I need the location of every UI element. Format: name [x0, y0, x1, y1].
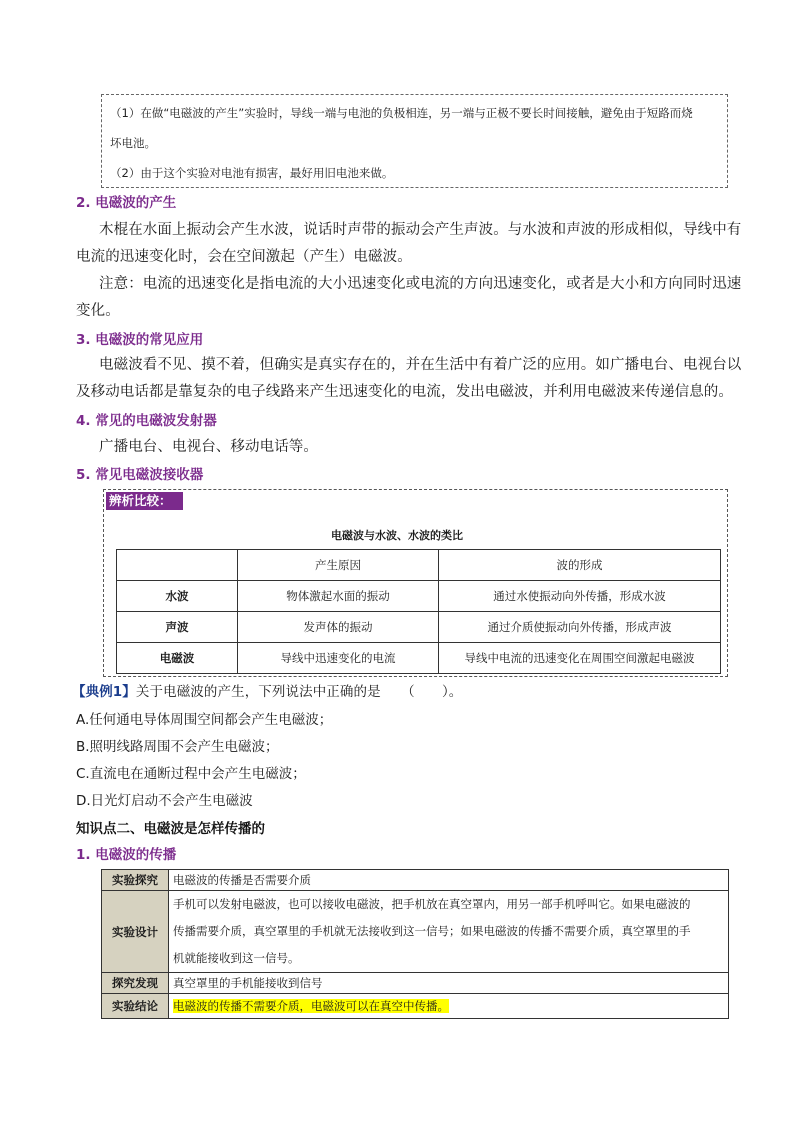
note-line-1: （1）在做“电磁波的产生”实验时，导线一端与电池的负极相连，另一端与正极不要长时间接触，避免由于短路而烧: [110, 106, 693, 120]
section-3-line-1: 电磁波看不见、摸不着，但确实是真实存在的，并在生活中有着广泛的应用。如广播电台、电视台以: [99, 357, 742, 373]
compare-table: [116, 549, 721, 674]
compare-header-cell: [117, 550, 238, 581]
example-option-d: D.日光灯启动不会产生电磁波: [76, 793, 253, 809]
experiment-text: 真空罩里的手机能接收到信号: [169, 973, 729, 994]
compare-cell: 声波: [117, 612, 238, 643]
compare-table-row: [117, 612, 721, 643]
experiment-design-line: 手机可以发射电磁波，也可以接收电磁波，把手机放在真空罩内，用另一部手机呼叫它。如果电磁波的: [173, 897, 691, 911]
note-line-3: （2）由于这个实验对电池有损害，最好用旧电池来做。: [110, 166, 394, 180]
compare-table-row: [117, 643, 721, 674]
knowledge-2-title: 知识点二、电磁波是怎样传播的: [76, 821, 265, 837]
compare-cell: 通过水使振动向外传播，形成水波: [439, 581, 721, 612]
section-4-title: 4. 常见的电磁波发射器: [76, 413, 217, 429]
example-question: [72, 680, 462, 700]
section-2-para-2-line-1: 注意：电流的迅速变化是指电流的大小迅速变化或电流的方向迅速变化，或者是大小和方向同时迅速: [99, 276, 742, 292]
compare-table-header-row: [117, 550, 721, 581]
experiment-design-text: [169, 891, 729, 973]
experiment-design-line: 机就能接收到这一信号。: [173, 951, 300, 965]
section-2-para-2-line-2: 变化。: [76, 303, 120, 319]
experiment-label: 实验探究: [102, 870, 169, 891]
compare-header-cell: 波的形成: [439, 550, 721, 581]
section-3-title: 3. 电磁波的常见应用: [76, 332, 204, 348]
compare-tag: 辨析比较：: [106, 492, 183, 510]
experiment-label: 实验设计: [102, 891, 169, 973]
compare-cell: 通过介质使振动向外传播，形成声波: [439, 612, 721, 643]
compare-header-cell: 产生原因: [238, 550, 439, 581]
example-question-text: 关于电磁波的产生，下列说法中正确的是 （ ）。: [135, 684, 463, 700]
compare-cell: 电磁波: [117, 643, 238, 674]
compare-table-caption: 电磁波与水波、水波的类比: [331, 529, 463, 542]
example-tag: 【典例1】: [72, 684, 136, 700]
experiment-label: 实验结论: [102, 994, 169, 1019]
compare-cell: 发声体的振动: [238, 612, 439, 643]
note-line-2: 坏电池。: [110, 136, 156, 150]
compare-cell: 导线中迅速变化的电流: [238, 643, 439, 674]
example-option-c: C.直流电在通断过程中会产生电磁波；: [76, 766, 306, 782]
section-4-line-1: 广播电台、电视台、移动电话等。: [99, 439, 318, 455]
knowledge-2-subtitle: 1. 电磁波的传播: [76, 847, 177, 863]
compare-cell: 物体激起水面的振动: [238, 581, 439, 612]
experiment-row: [102, 994, 729, 1019]
experiment-row: [102, 891, 729, 973]
compare-cell: 导线中电流的迅速变化在周围空间激起电磁波: [439, 643, 721, 674]
experiment-label: 探究发现: [102, 973, 169, 994]
compare-cell: 水波: [117, 581, 238, 612]
section-2-title: 2. 电磁波的产生: [76, 195, 177, 211]
experiment-design-line: 传播需要介质，真空罩里的手机就无法接收到这一信号；如果电磁波的传播不需要介质，真空罩里的手: [173, 924, 691, 938]
compare-table-row: [117, 581, 721, 612]
section-2-para-1-line-2: 电流的迅速变化时，会在空间激起（产生）电磁波。: [76, 249, 412, 265]
experiment-conclusion-cell: [169, 994, 729, 1019]
example-option-b: B.照明线路周围不会产生电磁波；: [76, 739, 279, 755]
experiment-row: [102, 973, 729, 994]
experiment-row: [102, 870, 729, 891]
section-3-line-2: 及移动电话都是靠复杂的电子线路来产生迅速变化的电流，发出电磁波，并利用电磁波来传递信息的。: [76, 384, 733, 400]
section-5-title: 5. 常见电磁波接收器: [76, 467, 204, 483]
example-option-a: A.任何通电导体周围空间都会产生电磁波；: [76, 712, 333, 728]
experiment-text: 电磁波的传播是否需要介质: [169, 870, 729, 891]
experiment-table: [101, 869, 729, 1019]
experiment-conclusion-text: 电磁波的传播不需要介质，电磁波可以在真空中传播。: [173, 999, 449, 1013]
section-2-para-1-line-1: 木棍在水面上振动会产生水波，说话时声带的振动会产生声波。与水波和声波的形成相似，导线中有: [99, 222, 742, 238]
